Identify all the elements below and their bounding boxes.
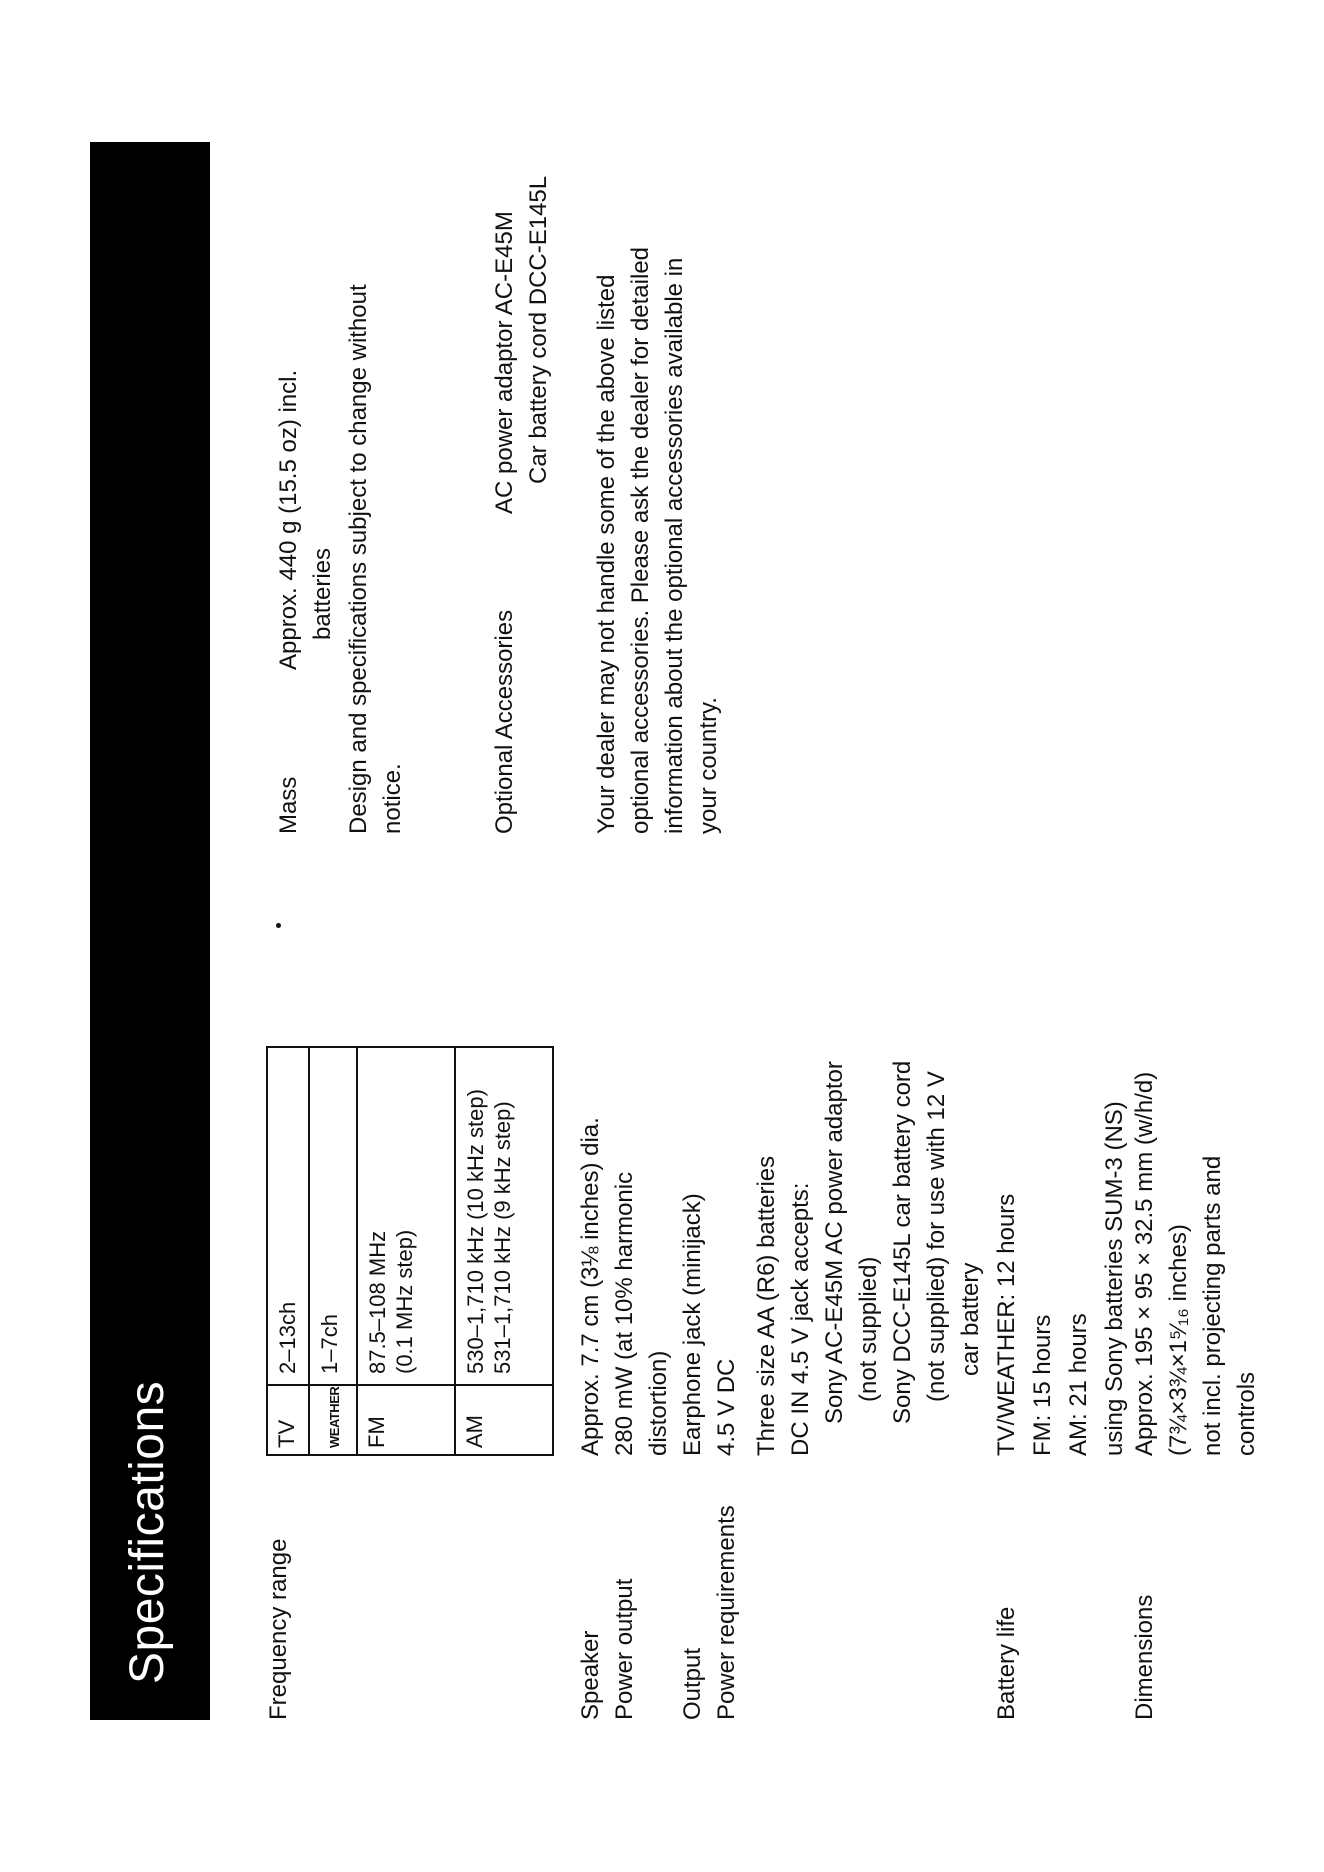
power-output-line: distortion) <box>645 1350 672 1456</box>
range-line: (0.1 MHz step) <box>392 1229 417 1374</box>
stray-dot <box>276 923 281 928</box>
band-range <box>310 1314 343 1374</box>
power-requirements-line: Three size AA (R6) batteries <box>753 1155 780 1456</box>
power-requirements-line: Sony AC-E45M AC power adaptor <box>821 1061 848 1424</box>
band-range <box>456 1089 516 1374</box>
battery-life-line: TV/WEATHER: 12 hours <box>993 1193 1020 1456</box>
design-note-line: Design and specifications subject to change without <box>345 284 372 834</box>
band-range <box>358 1230 418 1374</box>
table-row <box>456 1048 552 1454</box>
dimensions-label: Dimensions <box>1131 1594 1158 1720</box>
band-label: AM <box>456 1384 552 1454</box>
battery-life-line: FM: 15 hours <box>1029 1314 1056 1456</box>
dealer-note-line: information about the optional accessories available in <box>661 257 688 834</box>
table-row <box>268 1048 310 1454</box>
accessory-line: AC power adaptor AC-E45M <box>491 211 518 514</box>
table-row <box>358 1048 456 1454</box>
mass-line: Approx. 440 g (15.5 oz) incl. <box>275 369 302 670</box>
range-line: 530–1,710 kHz (10 kHz step) <box>463 1089 488 1374</box>
power-requirements-line: (not supplied) <box>855 1256 882 1402</box>
band-label: TV <box>268 1384 308 1454</box>
dimensions-line: not incl. projecting parts and <box>1199 1155 1226 1456</box>
dealer-note-line: Your dealer may not handle some of the above listed <box>593 274 620 834</box>
table-row <box>310 1048 358 1454</box>
range-line: 2–13ch <box>275 1301 300 1374</box>
dealer-note-line: your country. <box>695 697 722 834</box>
dimensions-line: controls <box>1233 1371 1260 1456</box>
dimensions-line: (7¾×3¾×1⁵⁄₁₆ inches) <box>1165 1224 1192 1456</box>
range-line: 531–1,710 kHz (9 kHz step) <box>490 1101 515 1374</box>
frequency-table <box>266 1046 554 1456</box>
accessory-line: Car battery cord DCC-E145L <box>525 175 552 484</box>
mass-label: Mass <box>275 776 302 834</box>
page-title: Specifications <box>121 1380 174 1684</box>
power-requirements-line: Sony DCC-E145L car battery cord <box>889 1060 916 1424</box>
power-requirements-line: car battery <box>957 1262 984 1376</box>
band-label: WEATHER <box>310 1384 356 1454</box>
range-line: 1–7ch <box>317 1314 342 1374</box>
optional-accessories-label: Optional Accessories <box>491 609 518 834</box>
mass-line: batteries <box>309 547 336 640</box>
frequency-range-label: Frequency range <box>265 1538 292 1720</box>
band-label: FM <box>358 1384 454 1454</box>
battery-life-line: AM: 21 hours <box>1065 1313 1092 1456</box>
dealer-note-line: optional accessories. Please ask the dealer for detailed <box>627 246 654 834</box>
band-range <box>268 1302 301 1374</box>
output-value: Earphone jack (minijack) <box>679 1193 706 1456</box>
power-requirements-line: (not supplied) for use with 12 V <box>923 1071 950 1402</box>
power-requirements-line: 4.5 V DC <box>713 1358 740 1456</box>
power-requirements-line: DC IN 4.5 V jack accepts: <box>787 1182 814 1456</box>
battery-life-line: using Sony batteries SUM-3 (NS) <box>1101 1101 1128 1456</box>
power-requirements-label: Power requirements <box>713 1505 740 1720</box>
design-note-line: notice. <box>379 763 406 834</box>
power-output-label: Power output <box>611 1578 638 1720</box>
output-label: Output <box>679 1647 706 1720</box>
dimensions-line: Approx. 195 × 95 × 32.5 mm (w/h/d) <box>1131 1071 1158 1456</box>
power-output-line: 280 mW (at 10% harmonic <box>611 1171 638 1456</box>
speaker-label: Speaker <box>577 1630 604 1720</box>
battery-life-label: Battery life <box>993 1606 1020 1720</box>
range-line: 87.5–108 MHz <box>365 1230 390 1374</box>
speaker-value: Approx. 7.7 cm (3⅛ inches) dia. <box>577 1117 604 1456</box>
title-banner <box>90 142 210 1720</box>
